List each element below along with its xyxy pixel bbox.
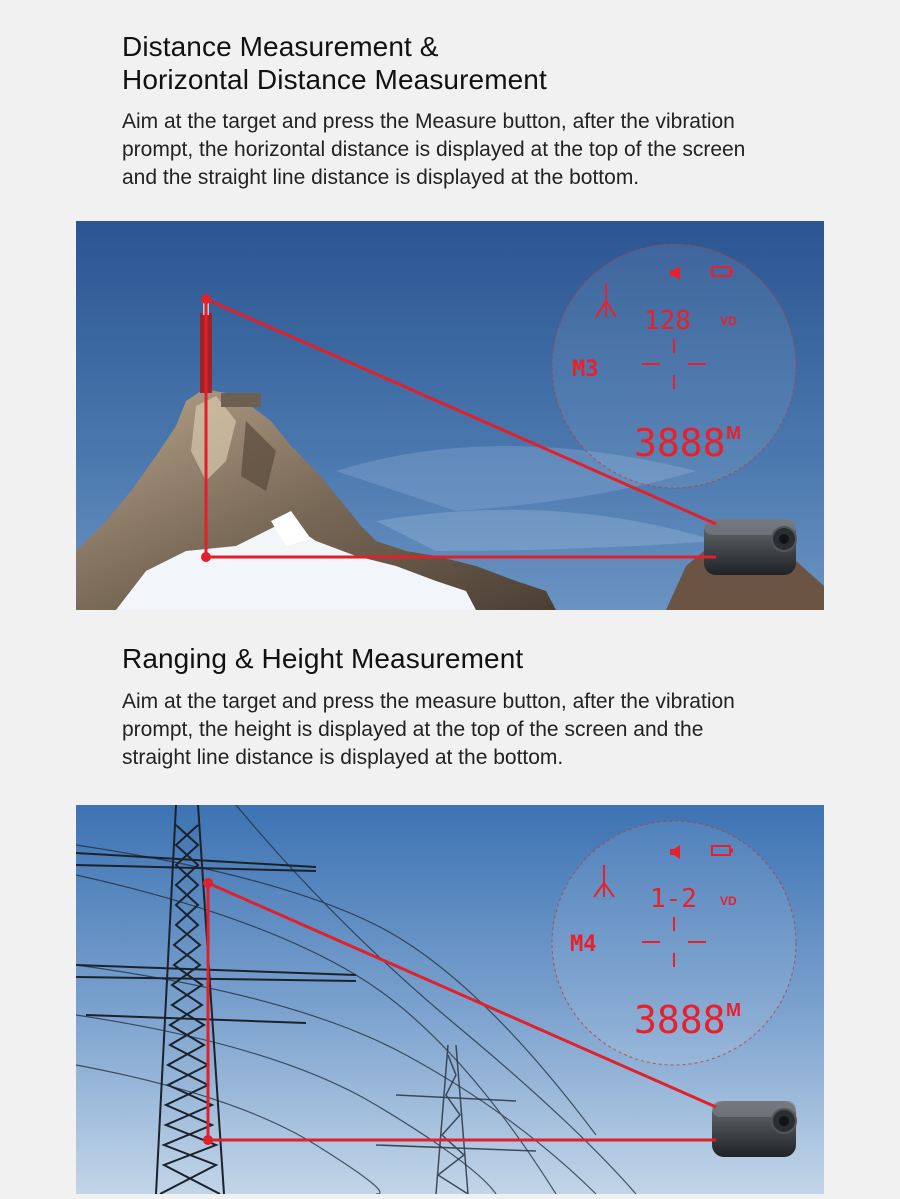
- rangefinder-device: [704, 519, 796, 575]
- mountain-measurement-photo: [76, 221, 824, 610]
- top-readout: 1-2: [650, 884, 697, 914]
- mode-indicator: M3: [572, 357, 599, 382]
- description-line: Aim at the target and press the Measure button, after the vibration: [122, 110, 735, 133]
- power-tower-scene: [76, 805, 824, 1194]
- mode-indicator: M4: [570, 932, 597, 957]
- laser-point-top: [203, 878, 213, 888]
- mountain-scene: [76, 221, 824, 610]
- top-unit: VD: [720, 314, 737, 328]
- title-line: Horizontal Distance Measurement: [122, 64, 547, 95]
- rangefinder-display: [552, 821, 796, 1065]
- power-tower-measurement-photo: [76, 805, 824, 1194]
- bottom-readout: 3888: [634, 998, 726, 1042]
- height-measurement-section: [0, 620, 900, 1199]
- top-readout: 128: [644, 306, 691, 336]
- description-line: straight line distance is displayed at the bottom.: [122, 746, 564, 769]
- laser-point-base: [201, 552, 211, 562]
- description-line: prompt, the horizontal distance is displayed at the top of the screen: [122, 138, 746, 161]
- description-line: prompt, the height is displayed at the top of the screen and the: [122, 718, 704, 741]
- top-unit: VD: [720, 894, 737, 908]
- summit-building: [221, 393, 261, 407]
- bottom-unit: M: [726, 423, 741, 443]
- rangefinder-display: [552, 244, 796, 488]
- bottom-readout: 3888: [634, 421, 726, 465]
- title-line: Distance Measurement &: [122, 31, 439, 62]
- section-title: [122, 642, 523, 675]
- rangefinder-device: [712, 1101, 796, 1157]
- laser-point-base: [203, 1135, 213, 1145]
- bottom-unit: M: [726, 1000, 741, 1020]
- section-title: [122, 30, 547, 96]
- title-line: Ranging & Height Measurement: [122, 643, 524, 674]
- description-line: and the straight line distance is displayed at the bottom.: [122, 166, 640, 189]
- section-description: [122, 108, 822, 192]
- section-description: [122, 688, 822, 772]
- laser-point-top: [201, 294, 211, 304]
- description-line: Aim at the target and press the measure button, after the vibration: [122, 690, 735, 713]
